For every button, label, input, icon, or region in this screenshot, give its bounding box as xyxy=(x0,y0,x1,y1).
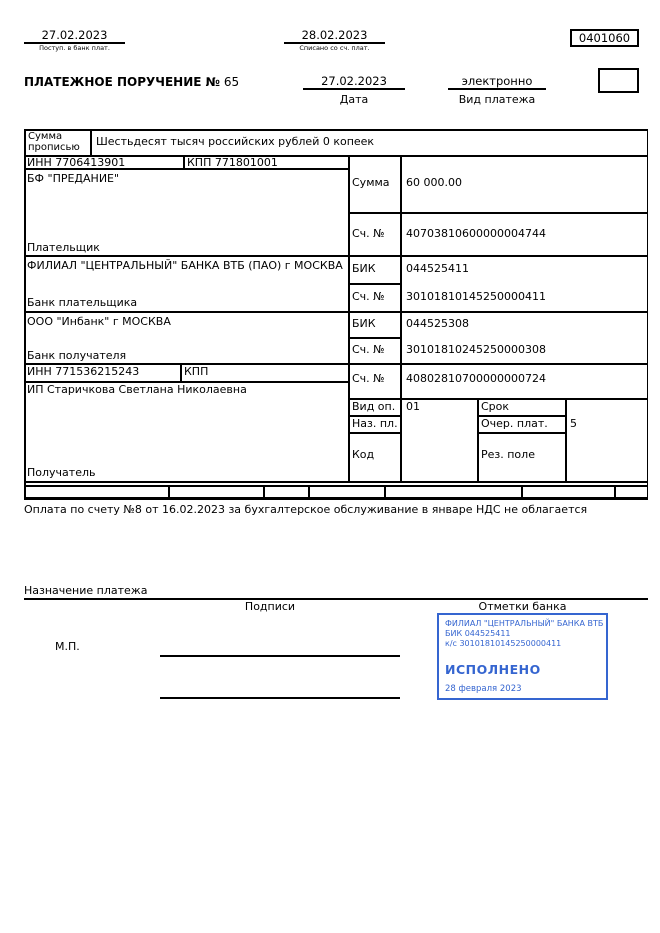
payee-name: ИП Старичкова Светлана Николаевна xyxy=(27,383,247,396)
signature-line-2 xyxy=(160,697,400,699)
purpose-code-label: Наз. пл. xyxy=(352,417,398,430)
payer-name: БФ "ПРЕДАНИЕ" xyxy=(27,172,120,185)
payer-bank-account-label: Сч. № xyxy=(352,290,385,303)
document-title xyxy=(24,76,239,89)
signatures-header: Подписи xyxy=(244,600,296,613)
code-label: Код xyxy=(352,448,375,461)
payee-bank-account-label: Сч. № xyxy=(352,343,385,356)
payee-bank-account: 30101810245250000308 xyxy=(406,343,546,356)
grid-line-v xyxy=(24,129,26,497)
document-number: 65 xyxy=(223,75,240,89)
payer-kpp: КПП 771801001 xyxy=(187,155,278,169)
grid-line-h xyxy=(24,255,648,257)
payer-inn: ИНН 7706413901 xyxy=(27,155,126,169)
grid-line-v xyxy=(180,363,182,381)
order-label: Очер. плат. xyxy=(481,417,548,430)
grid-line-v xyxy=(477,398,479,481)
received-date-label: Поступ. в банк плат. xyxy=(39,44,110,52)
bank-marks-header: Отметки банка xyxy=(478,600,567,613)
amount-words-value: Шестьдесят тысяч российских рублей 0 копеек xyxy=(96,135,375,148)
payer-account: 40703810600000004744 xyxy=(406,227,546,240)
bank-stamp xyxy=(437,613,608,700)
grid-line-v xyxy=(90,129,92,155)
document-title-text: ПЛАТЕЖНОЕ ПОРУЧЕНИЕ № xyxy=(24,75,221,89)
grid-line-v xyxy=(384,485,386,497)
amount-words-label: Сумма прописью xyxy=(28,131,80,153)
payer-account-label: Сч. № xyxy=(352,227,385,240)
payee-bank-label: Банк получателя xyxy=(27,349,127,362)
stamp-status: ИСПОЛНЕНО xyxy=(445,662,541,677)
grid-line-h xyxy=(348,337,401,339)
payer-bank-bik-label: БИК xyxy=(352,262,376,275)
grid-line-v xyxy=(183,155,185,168)
grid-line-h-thick xyxy=(24,497,648,500)
stamp-bik: БИК 044525411 xyxy=(445,629,511,638)
payee-bank-bik-label: БИК xyxy=(352,317,376,330)
payee-bank-name: ООО "Инбанк" г МОСКВА xyxy=(27,315,171,328)
payer-bank-name: ФИЛИАЛ "ЦЕНТРАЛЬНЫЙ" БАНКА ВТБ (ПАО) г МОСКВА xyxy=(27,259,343,272)
signature-line-1 xyxy=(160,655,400,657)
term-label: Срок xyxy=(481,400,510,413)
grid-line-h xyxy=(24,481,648,483)
payee-label: Получатель xyxy=(27,466,96,479)
mp-seal-label: М.П. xyxy=(55,640,80,653)
grid-line-v xyxy=(565,398,567,481)
document-date: 27.02.2023 xyxy=(303,74,405,90)
grid-line-h xyxy=(24,485,648,487)
grid-line-h xyxy=(348,212,648,214)
grid-line-v xyxy=(521,485,523,497)
stamp-bank-name: ФИЛИАЛ "ЦЕНТРАЛЬНЫЙ" БАНКА ВТБ xyxy=(445,619,604,628)
grid-line-v xyxy=(168,485,170,497)
payee-account-label: Сч. № xyxy=(352,372,385,385)
payee-inn: ИНН 771536215243 xyxy=(27,365,140,378)
payee-bank-bik: 044525308 xyxy=(406,317,469,330)
payer-label: Плательщик xyxy=(27,241,100,254)
grid-line-v xyxy=(308,485,310,497)
sum-value: 60 000.00 xyxy=(406,176,462,189)
payer-bank-bik: 044525411 xyxy=(406,262,469,275)
reserve-field-label: Рез. поле xyxy=(481,448,535,461)
stamp-corr-account: к/с 30101810145250000411 xyxy=(445,639,562,648)
debited-date-label: Списано со сч. плат. xyxy=(299,44,370,52)
grid-line-v xyxy=(614,485,616,497)
grid-line-h xyxy=(348,432,401,434)
payment-kind-label: Вид платежа xyxy=(458,93,536,106)
payee-kpp-label: КПП xyxy=(184,365,209,378)
op-type-label: Вид оп. xyxy=(352,400,396,413)
grid-line-h xyxy=(24,129,648,131)
debited-date: 28.02.2023 xyxy=(284,28,385,44)
grid-line-v xyxy=(400,155,402,481)
payer-bank-label: Банк плательщика xyxy=(27,296,138,309)
grid-line-v xyxy=(263,485,265,497)
payment-kind: электронно xyxy=(448,74,546,90)
payment-purpose-label: Назначение платежа xyxy=(24,584,148,597)
status-mark-box xyxy=(598,68,639,93)
form-code-box: 0401060 xyxy=(570,29,639,47)
payment-purpose-text: Оплата по счету №8 от 16.02.2023 за бухгалтерское обслуживание в январе НДС не облагается xyxy=(24,503,588,516)
grid-line-h xyxy=(24,311,648,313)
sum-label: Сумма xyxy=(352,176,390,189)
stamp-date: 28 февраля 2023 xyxy=(445,684,522,694)
document-date-label: Дата xyxy=(339,93,369,106)
grid-line-v xyxy=(647,129,649,497)
grid-line-v xyxy=(348,155,350,481)
payee-account: 40802810700000000724 xyxy=(406,372,546,385)
order-value: 5 xyxy=(570,417,577,430)
grid-line-h xyxy=(477,432,566,434)
received-date: 27.02.2023 xyxy=(24,28,125,44)
payer-bank-account: 30101810145250000411 xyxy=(406,290,546,303)
grid-line-h xyxy=(348,283,401,285)
op-type-value: 01 xyxy=(406,400,420,413)
